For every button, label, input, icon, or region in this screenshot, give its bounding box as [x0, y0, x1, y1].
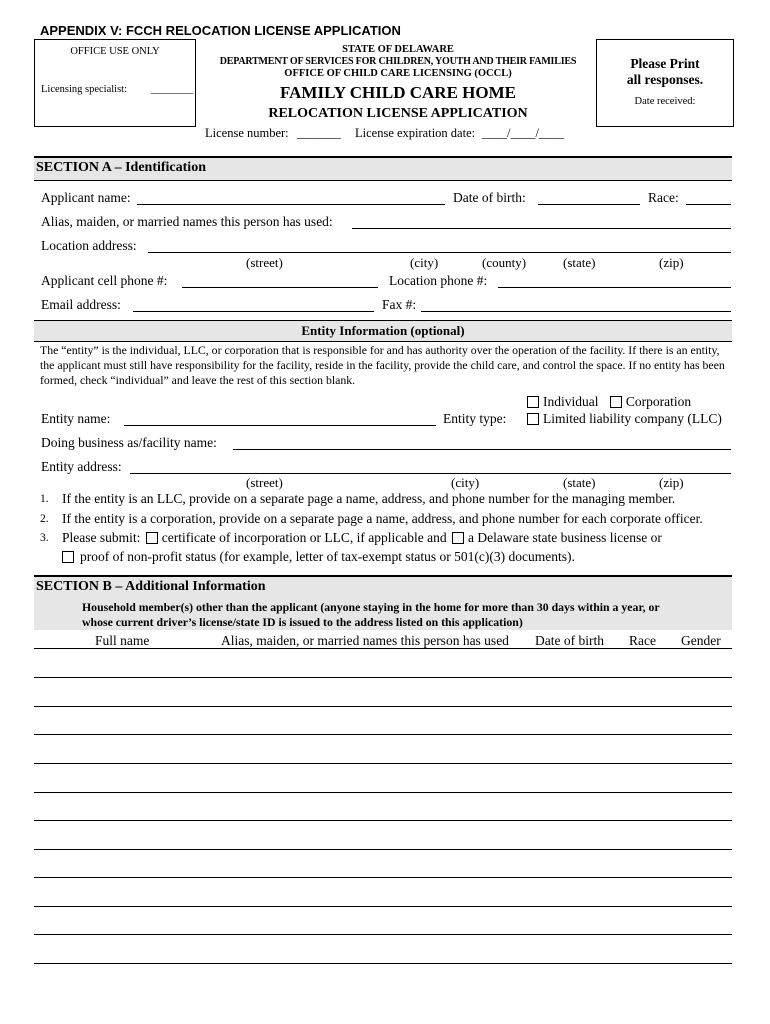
entity-item-1-num: 1. [40, 493, 49, 505]
location-phone-label: Location phone #: [389, 273, 488, 288]
alias-field[interactable] [352, 228, 731, 229]
col-race: Race [629, 633, 656, 648]
household-row[interactable] [34, 877, 732, 878]
nonprofit-label: proof of non-profit status (for example, letter of tax-exempt status or 501(c)(3) documents). [80, 549, 575, 564]
addr-state-caption: (state) [563, 255, 596, 270]
household-row[interactable] [34, 820, 732, 821]
household-header-bar [34, 598, 732, 630]
cert-incorporation-label: certificate of incorporation or LLC, if applicable and [161, 530, 447, 545]
entity-item-2: If the entity is a corporation, provide on a separate page a name, address, and phone number for each corporate officer. [62, 511, 703, 526]
household-header: Household member(s) other than the applicant (anyone staying in the home for more than 30 days within a year, or whose current driver’s license/state ID is issued to the address listed on this application) [82, 600, 660, 629]
license-expiration-label: License expiration date: [355, 126, 476, 140]
household-row[interactable] [34, 792, 732, 793]
corporation-label: Corporation [625, 394, 692, 409]
entity-address-field[interactable] [130, 473, 731, 474]
email-field[interactable] [133, 311, 374, 312]
addr-city-caption: (city) [410, 255, 439, 270]
header-rule [34, 648, 732, 649]
nonprofit-checkbox[interactable] [62, 551, 74, 563]
agency-header [200, 44, 596, 124]
license-number-field[interactable]: _______ [297, 126, 341, 140]
household-row[interactable] [34, 934, 732, 935]
office-use-box [34, 39, 196, 127]
dba-field[interactable] [233, 449, 731, 450]
household-row[interactable] [34, 706, 732, 707]
location-phone-field[interactable] [498, 287, 731, 288]
col-gender: Gender [681, 633, 721, 648]
please-print-box [596, 39, 734, 127]
section-b-header [34, 575, 732, 600]
entity-type-label: Entity type: [443, 411, 507, 426]
form-subtitle: RELOCATION LICENSE APPLICATION [268, 106, 528, 121]
addr-zip-caption: (zip) [659, 255, 684, 270]
household-row[interactable] [34, 734, 732, 735]
licensing-specialist-blank[interactable]: ________ [151, 84, 193, 95]
col-alias: Alias, maiden, or married names this person has used [221, 633, 509, 648]
entity-item-3 [62, 530, 662, 546]
please-print-line1: Please Print [630, 56, 700, 71]
llc-label: Limited liability company (LLC) [543, 411, 722, 426]
entity-item-3-num: 3. [40, 532, 49, 544]
applicant-name-field[interactable] [137, 204, 445, 205]
entity-type-row1 [527, 394, 691, 410]
col-full-name: Full name [95, 633, 150, 648]
section-a-header [34, 156, 732, 181]
appendix-title: APPENDIX V: FCCH RELOCATION LICENSE APPLICATION [40, 23, 401, 38]
corporation-checkbox[interactable] [610, 396, 622, 408]
entity-intro: The “entity” is the individual, LLC, or corporation that is responsible for and has authority over the operation of the facility. If there is an entity, the applicant must still have responsibility for the facility, reside in the facility, provide the child care, and control the space. If no entity has been formed, check “individual” and leave the rest of this section blank. [40, 343, 725, 387]
email-label: Email address: [41, 297, 121, 312]
household-row[interactable] [34, 963, 732, 964]
llc-checkbox[interactable] [527, 413, 539, 425]
dob-field[interactable] [538, 204, 640, 205]
alias-label: Alias, maiden, or married names this person has used: [41, 214, 333, 229]
entity-street-caption: (street) [246, 475, 283, 490]
license-number-label: License number: [205, 126, 289, 140]
entity-item-2-num: 2. [40, 513, 49, 525]
entity-item-3-cont [62, 549, 575, 565]
license-expiration-field[interactable]: ____/____/____ [482, 126, 564, 140]
entity-type-row2 [527, 411, 722, 427]
applicant-name-label: Applicant name: [41, 190, 131, 205]
household-row[interactable] [34, 677, 732, 678]
entity-header-bar [34, 320, 732, 342]
household-row[interactable] [34, 849, 732, 850]
household-row[interactable] [34, 763, 732, 764]
business-license-label: a Delaware state business license or [468, 530, 662, 545]
entity-address-label: Entity address: [41, 459, 122, 474]
licensing-specialist-label: Licensing specialist: [41, 84, 128, 95]
location-address-label: Location address: [41, 238, 137, 253]
fax-field[interactable] [421, 311, 731, 312]
entity-header: Entity Information (optional) [301, 323, 465, 338]
entity-state-caption: (state) [563, 475, 596, 490]
form-title: FAMILY CHILD CARE HOME [280, 83, 516, 102]
please-print-line2: all responses. [626, 72, 704, 87]
race-field[interactable] [686, 204, 731, 205]
dob-label: Date of birth: [453, 190, 526, 205]
cert-incorporation-checkbox[interactable] [146, 532, 158, 544]
state-name: STATE OF DELAWARE [342, 44, 454, 55]
location-address-field[interactable] [148, 252, 731, 253]
dba-label: Doing business as/facility name: [41, 435, 217, 450]
office-use-label: OFFICE USE ONLY [70, 46, 160, 57]
entity-item-1: If the entity is an LLC, provide on a separate page a name, address, and phone number for the managing member. [62, 491, 676, 506]
section-a-title: SECTION A – Identification [36, 160, 206, 175]
entity-zip-caption: (zip) [659, 475, 684, 490]
business-license-checkbox[interactable] [452, 532, 464, 544]
date-received-label: Date received: [634, 96, 696, 107]
race-label: Race: [648, 190, 679, 205]
cell-phone-label: Applicant cell phone #: [41, 273, 168, 288]
section-b-title: SECTION B – Additional Information [36, 579, 266, 594]
entity-city-caption: (city) [451, 475, 480, 490]
department-name: DEPARTMENT OF SERVICES FOR CHILDREN, YOUTH AND THEIR FAMILIES [219, 56, 577, 67]
fax-label: Fax #: [382, 297, 417, 312]
addr-county-caption: (county) [482, 255, 527, 270]
addr-street-caption: (street) [246, 255, 283, 270]
individual-label: Individual [543, 394, 599, 409]
col-dob: Date of birth [535, 633, 604, 648]
individual-checkbox[interactable] [527, 396, 539, 408]
cell-phone-field[interactable] [182, 287, 378, 288]
please-submit-label: Please submit: [62, 530, 141, 545]
entity-name-label: Entity name: [41, 411, 111, 426]
office-name: OFFICE OF CHILD CARE LICENSING (OCCL) [284, 68, 512, 79]
entity-name-field[interactable] [124, 425, 436, 426]
household-row[interactable] [34, 906, 732, 907]
